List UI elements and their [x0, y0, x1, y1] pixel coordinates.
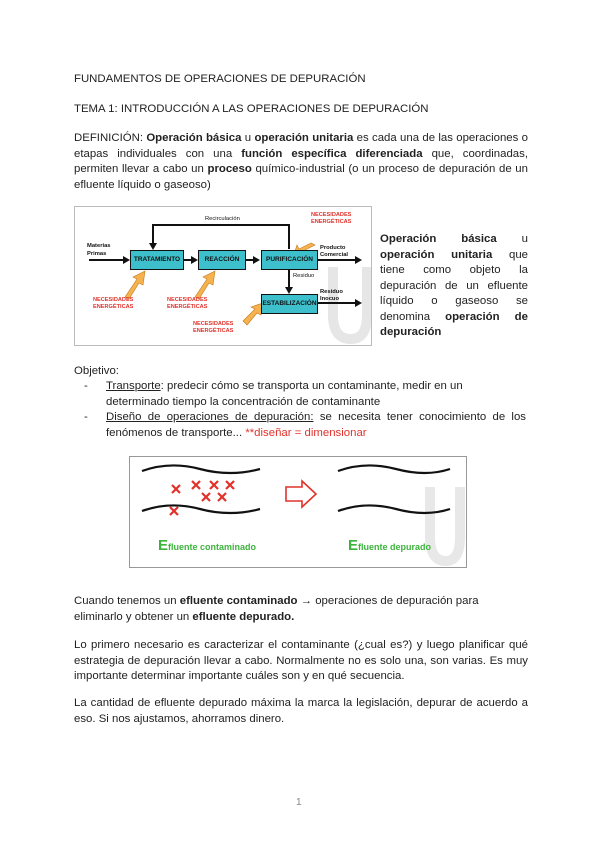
para-text: Cuando tenemos un [74, 595, 180, 607]
paragraph-efluente [74, 594, 528, 625]
item-term: Transporte [106, 380, 161, 392]
pipe-top-right [338, 465, 450, 473]
side-note-bold: operación de depuración [380, 310, 528, 338]
bullet-dash: - [84, 411, 88, 423]
objetivo-item-transporte [106, 379, 526, 410]
definition-text: u [241, 132, 255, 144]
nec-label: ENERGÉTICAS [193, 328, 234, 334]
necesidades-energeticas-2 [167, 297, 207, 311]
nec-label: NECESIDADES [167, 297, 208, 303]
definition-paragraph [74, 131, 528, 193]
para-bold: efluente depurado. [192, 610, 295, 623]
item-text: : predecir cómo se transporta un contaminante, medir en un determinado tiempo la concentración de contaminante [106, 380, 463, 408]
label-efluente-contaminado [158, 537, 256, 554]
side-note-bold: operación unitaria [380, 248, 493, 261]
necesidades-energeticas-3 [311, 212, 351, 226]
label-residuo: Residuo [293, 273, 315, 279]
definition-text: que, coordinadas, permiten llevar a cabo un [74, 147, 528, 175]
nec-label: ENERGÉTICAS [93, 304, 134, 310]
pipe-bottom-left [142, 505, 260, 513]
definition-bold: función específica diferenciada [241, 147, 423, 160]
label-text: fluente contaminado [168, 542, 257, 552]
box-purificacion: PURIFICACIÓN [261, 250, 318, 270]
side-note-bold: Operación básica [380, 233, 497, 245]
item-red-note: **diseñar = dimensionar [245, 426, 367, 439]
nec-label: NECESIDADES [311, 212, 352, 218]
watermark-shape [430, 487, 460, 561]
bullet-dash: - [84, 380, 88, 392]
big-letter: E [348, 537, 359, 554]
transform-arrow [286, 481, 316, 507]
paragraph-legislacion: La cantidad de efluente depurado máxima la marca la legislación, depurar de acuerdo a eso. Si nos ajustamos, ahorramos dinero. [74, 697, 528, 725]
necesidades-energeticas-4 [193, 321, 233, 335]
definition-text: DEFINICIÓN: [74, 132, 147, 144]
box-reaccion: REACCIÓN [198, 250, 246, 270]
document-title: FUNDAMENTOS DE OPERACIONES DE DEPURACIÓN [74, 73, 366, 85]
label-materias: Materias [87, 243, 111, 249]
para-bold: efluente contaminado [179, 595, 298, 607]
objetivo-item-diseno [106, 410, 526, 441]
definition-text: químico-industrial (o un proceso de depuración de un efluente líquido o gaseoso) [74, 163, 528, 191]
tema-heading: TEMA 1: INTRODUCCIÓN A LAS OPERACIONES DE DEPURACIÓN [74, 103, 429, 115]
energy-arrow-4 [243, 303, 263, 325]
energy-arrow-2 [195, 271, 215, 299]
page-number: 1 [296, 797, 302, 808]
label-primas: Primas [87, 251, 107, 257]
item-term: Diseño de operaciones de depuración: [106, 411, 314, 423]
label-text: fluente depurado [358, 542, 432, 552]
pipe-top-left [142, 465, 260, 473]
label-producto: Producto [320, 245, 346, 251]
side-note-text: u [496, 233, 528, 245]
recirculation-line [153, 225, 289, 249]
paragraph-caracterizar: Lo primero necesario es caracterizar el contaminante (¿cual es?) y luego planificar qué estrategia de depuración llevar a cabo. Normalmente no es solo una, son varias. Es muy importante determinar importante cuáles son y en qué secuencia. [74, 639, 528, 682]
para-text: → operaciones de depuración para eliminarlo y obtener un [74, 595, 479, 623]
effluent-diagram [129, 456, 467, 568]
definition-bold: proceso [207, 163, 252, 175]
process-diagram [74, 206, 372, 346]
nec-label: NECESIDADES [193, 321, 234, 327]
label-efluente-depurado [348, 537, 431, 554]
big-letter: E [158, 537, 169, 554]
side-note [380, 232, 528, 341]
definition-text: es cada una de las operaciones o etapas individuales con una [74, 132, 528, 160]
label-inocuo: Inocuo [320, 296, 339, 302]
box-estabilizacion: ESTABILIZACIÓN [261, 294, 318, 314]
box-tratamiento: TRATAMIENTO [130, 250, 184, 270]
side-note-text: que tiene como objeto la depuración de un efluente líquido o gaseoso se denomina [380, 248, 528, 323]
recirculation-arrowhead [149, 243, 157, 250]
label-residuo-inocuo: Residuo [320, 289, 343, 295]
objetivo-label: Objetivo: [74, 365, 119, 377]
item-text: se necesita tener conocimiento de los fenómenos de transporte... [106, 411, 526, 439]
definition-bold: Operación básica [146, 132, 242, 144]
label-recirculacion: Recirculación [205, 216, 240, 222]
label-comercial: Comercial [320, 252, 349, 258]
energy-arrow-1 [125, 271, 145, 299]
nec-label: ENERGÉTICAS [311, 219, 352, 225]
definition-bold: operación unitaria [254, 132, 354, 144]
necesidades-energeticas-1 [93, 297, 133, 311]
nec-label: ENERGÉTICAS [167, 304, 208, 310]
nec-label: NECESIDADES [93, 297, 134, 303]
